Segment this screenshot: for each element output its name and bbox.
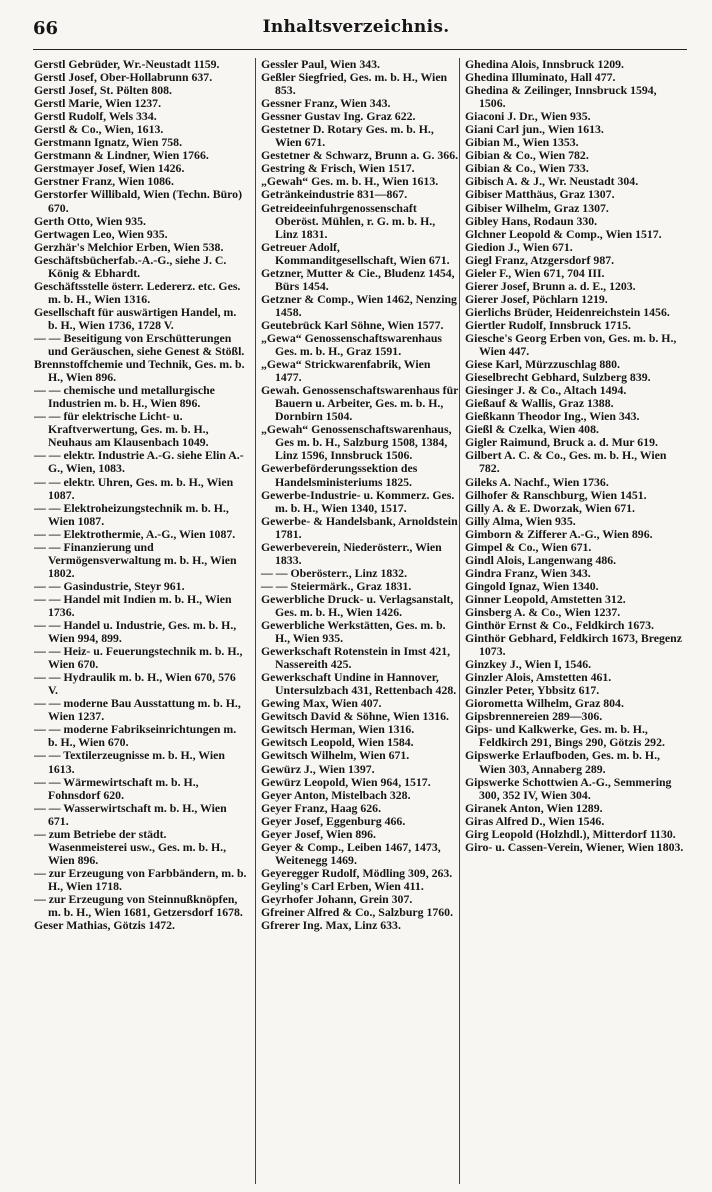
index-entry: Giesche's Georg Erben von, Ges. m. b. H., Wien 447. xyxy=(465,330,677,359)
index-entry: — — Elektrothermie, A.-G., Wien 1087. xyxy=(34,526,236,541)
index-entry: Brennstoffchemie und Technik, Ges. m. b. H., Wien 896. xyxy=(34,357,245,385)
index-entry: Geyer Josef, Eggenburg 466. xyxy=(261,813,406,828)
index-column-1 xyxy=(34,58,248,1184)
index-entry: Getzner, Mutter & Cie., Bludenz 1454, Bürs 1454. xyxy=(261,265,455,293)
index-entry: „Gewah“ Genossenschaftswarenhaus, Ges m. b. H., Salzburg 1508, 1384, Linz 1596, Innsbruck 1506. xyxy=(261,422,452,463)
index-entry: Gewerkschaft Undine in Hannover, Untersulzbach 431, Rettenbach 428. xyxy=(261,670,457,698)
index-entry: — — Gasindustrie, Steyr 961. xyxy=(34,578,185,593)
index-entry: Gileks A. Nachf., Wien 1736. xyxy=(465,474,609,489)
index-entry: Gips- und Kalkwerke, Ges. m. b. H., Feldkirch 291, Bings 290, Götzis 292. xyxy=(465,722,665,750)
index-entry: Ginsberg A. & Co., Wien 1237. xyxy=(465,604,621,619)
running-head: Inhaltsverzeichnis. xyxy=(262,17,450,37)
index-entry: — — Heiz- u. Feuerungstechnik m. b. H., Wien 670. xyxy=(34,644,243,672)
index-entry: — — moderne Fabrikseinrichtungen m. b. H., Wien 670. xyxy=(34,722,237,750)
index-entry: — — Beseitigung von Erschütterungen und Geräuschen, siehe Genest & Stößl. xyxy=(34,330,245,359)
index-entry: Gewerbe-Industrie- u. Kommerz. Ges. m. b. H., Wien 1340, 1517. xyxy=(261,487,455,515)
index-entry: Gewerkschaft Rotenstein in Imst 421, Nassereith 425. xyxy=(261,644,451,672)
index-entry: Getzner & Comp., Wien 1462, Nenzing 1458. xyxy=(261,291,457,319)
index-entry: Gerstmann & Lindner, Wien 1766. xyxy=(34,148,209,163)
index-entry: Ginzler Peter, Ybbsitz 617. xyxy=(465,683,600,698)
index-entry: Giaconi J. Dr., Wien 935. xyxy=(465,109,591,124)
index-entry: „Gewa“ Genossenschaftswarenhaus Ges. m. b. H., Graz 1591. xyxy=(261,330,443,359)
index-entry: Ginthör Gebhard, Feldkirch 1673, Bregenz 1073. xyxy=(465,631,682,659)
index-entry: Giranek Anton, Wien 1289. xyxy=(465,800,603,815)
index-entry: „Gewa“ Strickwarenfabrik, Wien 1477. xyxy=(261,357,431,385)
index-entry: — — für elektrische Licht- u. Kraftverwertung, Ges. m. b. H., Neuhaus am Klausenbach 1049. xyxy=(34,409,209,450)
index-entry: Gipswerke Schottwien A.-G., Semmering 300, 352 IV, Wien 304. xyxy=(465,774,672,802)
index-entry: Geyer Josef, Wien 896. xyxy=(261,826,377,841)
index-entry: Gimborn & Zifferer A.-G., Wien 896. xyxy=(465,526,653,541)
index-entry: Gewing Max, Wien 407. xyxy=(261,696,382,711)
index-entry: Gimpel & Co., Wien 671. xyxy=(465,539,592,554)
index-entry: Getreideeinfuhrgenossenschaft Oberöst. Mühlen, r. G. m. b. H., Linz 1831. xyxy=(261,200,436,241)
index-entry: Gilbert A. C. & Co., Ges. m. b. H., Wien 782. xyxy=(465,448,667,476)
index-column-2 xyxy=(255,58,459,1184)
index-entry: Gewah. Genossenschaftswarenhaus für Bauern u. Arbeiter, Ges. m. b. H., Dornbirn 1504. xyxy=(261,383,459,424)
index-entry: Gierer Josef, Brunn a. d. E., 1203. xyxy=(465,278,636,293)
index-entry: Gierer Josef, Pöchlarn 1219. xyxy=(465,291,608,306)
index-entry: Gewerbliche Werkstätten, Ges. m. b. H., Wien 935. xyxy=(261,618,446,646)
index-entry: Ghedina Alois, Innsbruck 1209. xyxy=(465,58,624,71)
index-entry: Gießkann Theodor Ing., Wien 343. xyxy=(465,409,640,424)
index-entry: Gießl & Czelka, Wien 408. xyxy=(465,422,599,437)
index-entry: Gierlichs Brüder, Heidenreichstein 1456. xyxy=(465,304,670,319)
index-entry: Gestring & Frisch, Wien 1517. xyxy=(261,161,415,176)
index-entry: Gewitsch Herman, Wien 1316. xyxy=(261,722,415,737)
index-entry: Gewerbliche Druck- u. Verlagsanstalt, Ges. m. b. H., Wien 1426. xyxy=(261,591,454,619)
index-entry: Ginner Leopold, Amstetten 312. xyxy=(465,591,626,606)
index-entry: Getränkeindustrie 831—867. xyxy=(261,187,408,202)
index-entry: Giro- u. Cassen-Verein, Wiener, Wien 1803. xyxy=(465,839,684,854)
index-entry: Giani Carl jun., Wien 1613. xyxy=(465,122,604,137)
index-entry: Giegl Franz, Atzgersdorf 987. xyxy=(465,252,615,267)
index-entry: Gessler Paul, Wien 343. xyxy=(261,58,380,71)
index-entry: Geyrhofer Johann, Grein 307. xyxy=(261,892,413,906)
index-entry: Gewerbeförderungssektion des Handelsministeriums 1825. xyxy=(261,461,418,489)
index-entry: Giesinger J. & Co., Altach 1494. xyxy=(465,383,627,398)
index-entry: Gfrerer Ing. Max, Linz 633. xyxy=(261,918,401,933)
index-entry: Geyer Anton, Mistelbach 328. xyxy=(261,787,411,802)
index-entry: Gerzhär's Melchior Erben, Wien 538. xyxy=(34,239,224,254)
index-entry: Gerstl & Co., Wien, 1613. xyxy=(34,122,164,137)
index-entry: Geschäftsstelle österr. Ledererz. etc. Ges. m. b. H., Wien 1316. xyxy=(34,278,241,306)
index-entry: — — Hydraulik m. b. H., Wien 670, 576 V. xyxy=(34,670,236,698)
index-entry: Gieler F., Wien 671, 704 III. xyxy=(465,265,605,280)
index-entry: Geser Mathias, Götzis 1472. xyxy=(34,918,175,933)
index-entry: — — chemische und metallurgische Industrien m. b. H., Wien 896. xyxy=(34,383,215,411)
index-entry: Gilhofer & Ranschburg, Wien 1451. xyxy=(465,487,647,502)
index-entry: Giese Karl, Mürzzuschlag 880. xyxy=(465,357,620,372)
index-column-3 xyxy=(459,58,685,1184)
index-entry: Giras Alfred D., Wien 1546. xyxy=(465,813,605,828)
index-entry: Gewerbeverein, Niederösterr., Wien 1833. xyxy=(261,539,442,567)
index-entry: — — elektr. Uhren, Ges. m. b. H., Wien 1087. xyxy=(34,474,234,502)
index-entry: Gessner Gustav Ing. Graz 622. xyxy=(261,109,416,124)
index-entry: Getreuer Adolf, Kommanditgesellschaft, Wien 671. xyxy=(261,239,450,267)
index-entry: Ginzkey J., Wien I, 1546. xyxy=(465,657,592,672)
index-entry: Gerstorfer Willibald, Wien (Techn. Büro) 670. xyxy=(34,187,242,215)
index-entry: Gieselbrecht Gebhard, Sulzberg 839. xyxy=(465,370,651,385)
index-entry: Geyling's Carl Erben, Wien 411. xyxy=(261,878,424,893)
header-rule xyxy=(33,49,687,50)
index-entry: Gerstl Marie, Wien 1237. xyxy=(34,96,162,111)
index-entry: Ghedina Illuminato, Hall 477. xyxy=(465,70,616,85)
index-entry: — — Finanzierung und Vermögensverwaltung m. b. H., Wien 1802. xyxy=(34,539,237,580)
index-entry: Gipswerke Erlaufboden, Ges. m. b. H., Wien 303, Annaberg 289. xyxy=(465,748,660,776)
index-entry: — — elektr. Industrie A.-G. siehe Elin A.-G., Wien, 1083. xyxy=(34,448,244,476)
index-entry: Ghedina & Zeilinger, Innsbruck 1594, 1506. xyxy=(465,83,657,111)
index-entry: Gerstl Rudolf, Wels 334. xyxy=(34,109,157,124)
index-entry: Gibiser Wilhelm, Graz 1307. xyxy=(465,200,609,215)
index-entry: Gerstmayer Josef, Wien 1426. xyxy=(34,161,185,176)
index-entry: Gfreiner Alfred & Co., Salzburg 1760. xyxy=(261,905,454,920)
index-entry: „Gewah“ Ges. m. b. H., Wien 1613. xyxy=(261,174,439,189)
index-entry: Gibian M., Wien 1353. xyxy=(465,135,579,150)
index-entry: Gibley Hans, Rodaun 330. xyxy=(465,213,598,228)
index-entry: Gertwagen Leo, Wien 935. xyxy=(34,226,168,241)
index-entry: Gibisch A. & J., Wr. Neustadt 304. xyxy=(465,174,639,189)
index-entry: Ginzler Alois, Amstetten 461. xyxy=(465,670,612,685)
index-entry: — — Handel u. Industrie, Ges. m. b. H., Wien 994, 899. xyxy=(34,618,237,646)
index-entry: — zur Erzeugung von Farbbändern, m. b. H., Wien 1718. xyxy=(34,865,247,893)
index-entry: — — Elektroheizungstechnik m. b. H., Wien 1087. xyxy=(34,500,229,528)
index-entry: Ginthör Ernst & Co., Feldkirch 1673. xyxy=(465,618,654,633)
index-entry: Gibian & Co., Wien 733. xyxy=(465,161,589,176)
index-entry: Gestetner D. Rotary Ges. m. b. H., Wien 671. xyxy=(261,122,434,150)
index-entry: Giorometta Wilhelm, Graz 804. xyxy=(465,696,624,711)
index-entry: Geßler Siegfried, Ges. m. b. H., Wien 853. xyxy=(261,70,448,98)
index-entry: Geyer Franz, Haag 626. xyxy=(261,800,382,815)
index-entry: — — Textilerzeugnisse m. b. H., Wien 1613. xyxy=(34,748,225,776)
index-entry: Gerstmann Ignatz, Wien 758. xyxy=(34,135,183,150)
index-entry: Gewerbe- & Handelsbank, Arnoldstein 1781. xyxy=(261,513,458,541)
index-entry: Girg Leopold (Holzhdl.), Mitterdorf 1130. xyxy=(465,826,676,841)
index-entry: Geschäftsbücherfab.-A.-G., siehe J. C. König & Ebhardt. xyxy=(34,252,227,280)
index-entry: Gerth Otto, Wien 935. xyxy=(34,213,146,228)
index-entry: Gewürz J., Wien 1397. xyxy=(261,761,375,776)
index-entry: Gessner Franz, Wien 343. xyxy=(261,96,391,111)
index-entry: Gießauf & Wallis, Graz 1388. xyxy=(465,396,614,411)
index-entry: Giedion J., Wien 671. xyxy=(465,239,573,254)
index-entry: Gilly Alma, Wien 935. xyxy=(465,513,576,528)
page-number: 66 xyxy=(33,18,59,39)
index-entry: Gindl Alois, Langenwang 486. xyxy=(465,552,617,567)
index-entry: Gesellschaft für auswärtigen Handel, m. b. H., Wien 1736, 1728 V. xyxy=(34,304,237,332)
index-entry: — — Steiermärk., Graz 1831. xyxy=(261,578,412,593)
index-entry: Gerstner Franz, Wien 1086. xyxy=(34,174,174,189)
index-entry: Gerstl Josef, Ober-Hollabrunn 637. xyxy=(34,70,213,85)
index-entry: — — Handel mit Indien m. b. H., Wien 1736. xyxy=(34,591,232,619)
index-entry: Giertler Rudolf, Innsbruck 1715. xyxy=(465,317,631,332)
index-entry: — — moderne Bau Ausstattung m. b. H., Wien 1237. xyxy=(34,696,241,724)
index-entry: — zum Betriebe der städt. Wasenmeisterei usw., Ges. m. b. H., Wien 896. xyxy=(34,826,227,867)
index-entry: Gerstl Gebrüder, Wr.-Neustadt 1159. xyxy=(34,58,220,71)
index-entry: Geyeregger Rudolf, Mödling 309, 263. xyxy=(261,865,453,880)
index-entry: Gingold Ignaz, Wien 1340. xyxy=(465,578,599,593)
index-entry: Gewürz Leopold, Wien 964, 1517. xyxy=(261,774,431,789)
index-entry: Gigler Raimund, Bruck a. d. Mur 619. xyxy=(465,435,658,450)
index-entry: Gibiser Matthäus, Graz 1307. xyxy=(465,187,615,202)
index-entry: Gilly A. & E. Dworzak, Wien 671. xyxy=(465,500,635,515)
index-entry: — — Wasserwirtschaft m. b. H., Wien 671. xyxy=(34,800,227,828)
index-entry: Gewitsch Leopold, Wien 1584. xyxy=(261,735,414,750)
index-entry: Gewitsch Wilhelm, Wien 671. xyxy=(261,748,410,763)
index-entry: Gestetner & Schwarz, Brunn a. G. 366. xyxy=(261,148,459,163)
index-entry: — — Wärmewirtschaft m. b. H., Fohnsdorf 620. xyxy=(34,774,199,802)
index-entry: Glchner Leopold & Comp., Wien 1517. xyxy=(465,226,662,241)
index-entry: — — Oberösterr., Linz 1832. xyxy=(261,565,408,580)
index-entry: Geyer & Comp., Leiben 1467, 1473, Weitenegg 1469. xyxy=(261,839,441,867)
index-entry: Gewitsch David & Söhne, Wien 1316. xyxy=(261,709,450,724)
index-entry: — zur Erzeugung von Steinnußknöpfen, m. b. H., Wien 1681, Getzersdorf 1678. xyxy=(34,892,243,920)
index-entry: Gibian & Co., Wien 782. xyxy=(465,148,589,163)
index-entry: Gerstl Josef, St. Pölten 808. xyxy=(34,83,172,98)
index-entry: Geutebrück Karl Söhne, Wien 1577. xyxy=(261,317,444,332)
index-entry: Gindra Franz, Wien 343. xyxy=(465,565,591,580)
index-entry: Gipsbrennereien 289—306. xyxy=(465,709,603,724)
